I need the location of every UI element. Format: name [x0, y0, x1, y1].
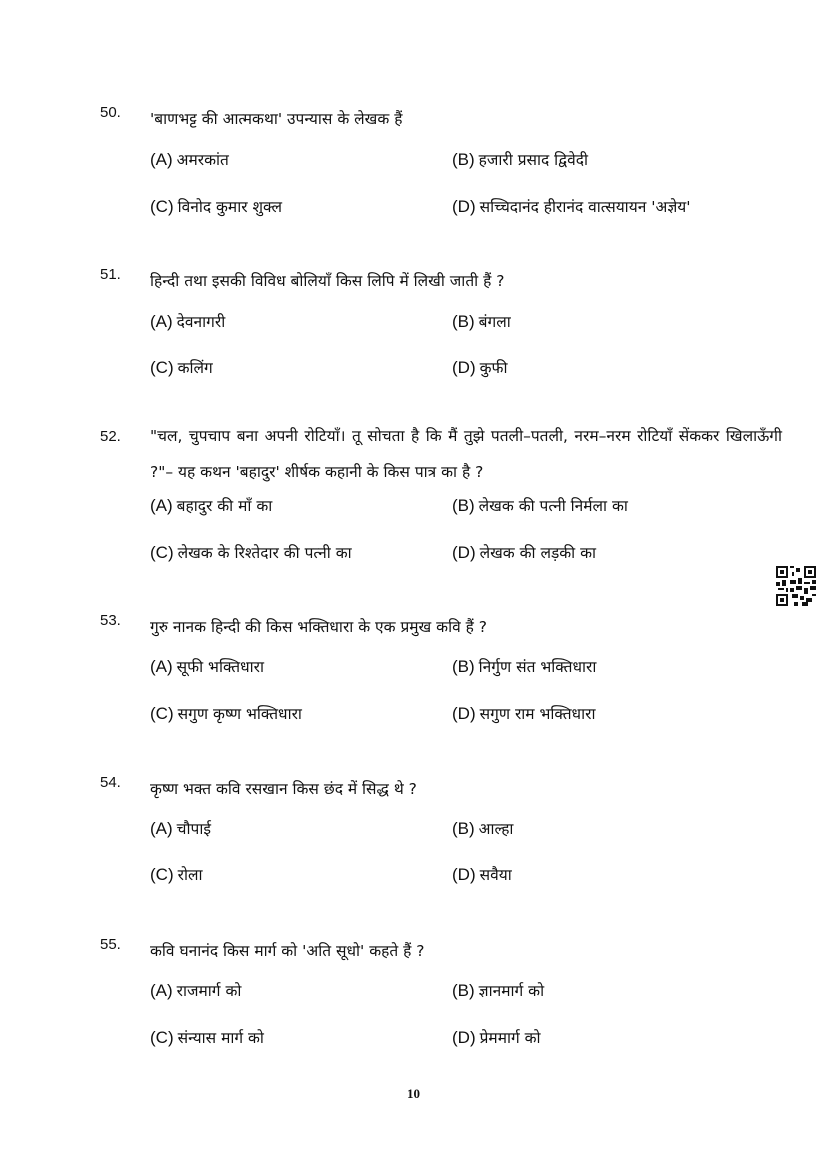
page-number: 10: [407, 1086, 420, 1101]
option-text: सूफी भक्तिधारा: [176, 658, 264, 676]
option-50-b: [452, 148, 588, 170]
option-label: (C): [150, 704, 174, 723]
option-54-a: [150, 817, 211, 839]
option-51-c: [150, 356, 213, 378]
option-label: (C): [150, 865, 174, 884]
option-text: ज्ञानमार्ग को: [478, 982, 545, 1000]
option-label: (C): [150, 1028, 174, 1047]
question-text: कृष्ण भक्त कवि रसखान किस छंद में सिद्ध थे ?: [150, 780, 417, 798]
option-text: राजमार्ग को: [176, 982, 242, 1000]
option-53-c: [150, 702, 302, 724]
option-text: कुफी: [479, 359, 508, 377]
option-text: आल्हा: [478, 820, 514, 838]
option-52-c: [150, 541, 352, 563]
question-number: 53.: [100, 612, 121, 629]
option-label: (D): [452, 358, 476, 377]
option-text: सगुण कृष्ण भक्तिधारा: [177, 705, 302, 723]
option-52-b: [452, 494, 628, 516]
option-51-d: [452, 356, 507, 378]
option-label: (B): [452, 981, 475, 1000]
option-51-a: [150, 310, 225, 332]
option-label: (D): [452, 704, 476, 723]
option-label: (A): [150, 819, 173, 838]
question-number: 55.: [100, 936, 121, 953]
option-55-a: [150, 979, 241, 1001]
option-54-d: [452, 863, 512, 885]
option-text: सवैया: [479, 866, 512, 884]
option-text: विनोद कुमार शुक्ल: [177, 198, 282, 216]
option-53-b: [452, 655, 596, 677]
option-label: (D): [452, 197, 476, 216]
option-51-b: [452, 310, 511, 332]
question-text: "चल, चुपचाप बना अपनी रोटियाँ। तू सोचता है कि मैं तुझे पतली–पतली, नरम–नरम रोटियाँ सेंककर खिलाऊँगी ?"– यह कथन 'बहादुर' शीर्षक कहानी के किस पात्र का है ?: [150, 427, 782, 481]
option-label: (C): [150, 543, 174, 562]
option-label: (A): [150, 981, 173, 1000]
question-number: 52.: [100, 428, 121, 445]
option-text: कलिंग: [177, 359, 213, 377]
option-55-b: [452, 979, 544, 1001]
qr-code-image: [776, 566, 816, 606]
option-label: (B): [452, 657, 475, 676]
option-text: देवनागरी: [176, 313, 226, 331]
option-50-c: [150, 195, 282, 217]
option-text: सच्चिदानंद हीरानंद वात्सयायन 'अज्ञेय': [479, 198, 691, 216]
question-number: 54.: [100, 774, 121, 791]
option-label: (D): [452, 865, 476, 884]
option-label: (B): [452, 496, 475, 515]
option-54-c: [150, 863, 203, 885]
option-label: (A): [150, 312, 173, 331]
option-label: (A): [150, 496, 173, 515]
option-text: चौपाई: [176, 820, 211, 838]
question-number: 51.: [100, 266, 121, 283]
option-text: लेखक की लड़की का: [479, 544, 597, 562]
option-label: (B): [452, 819, 475, 838]
option-52-a: [150, 494, 272, 516]
question-text: गुरु नानक हिन्दी की किस भक्तिधारा के एक प्रमुख कवि हैं ?: [150, 618, 488, 636]
option-label: (A): [150, 150, 173, 169]
option-text: बहादुर की माँ का: [176, 497, 273, 515]
question-text: हिन्दी तथा इसकी विविध बोलियाँ किस लिपि में लिखी जाती हैं ?: [150, 272, 505, 290]
option-label: (D): [452, 1028, 476, 1047]
option-label: (B): [452, 150, 475, 169]
option-label: (A): [150, 657, 173, 676]
option-text: निर्गुण संत भक्तिधारा: [478, 658, 597, 676]
option-text: प्रेममार्ग को: [479, 1029, 541, 1047]
option-55-c: [150, 1026, 264, 1048]
question-text: कवि घनानंद किस मार्ग को 'अति सूधो' कहते हैं ?: [150, 942, 425, 960]
option-label: (D): [452, 543, 476, 562]
option-label: (B): [452, 312, 475, 331]
option-label: (C): [150, 358, 174, 377]
option-52-d: [452, 541, 596, 563]
option-text: अमरकांत: [176, 151, 229, 169]
question-number: 50.: [100, 104, 121, 121]
option-53-d: [452, 702, 595, 724]
option-text: लेखक की पत्नी निर्मला का: [478, 497, 628, 515]
question-text: 'बाणभट्ट की आत्मकथा' उपन्यास के लेखक हैं: [150, 110, 403, 128]
option-text: हजारी प्रसाद द्विवेदी: [478, 151, 588, 169]
option-label: (C): [150, 197, 174, 216]
option-text: रोला: [177, 866, 203, 884]
option-text: बंगला: [478, 313, 511, 331]
option-53-a: [150, 655, 264, 677]
option-text: लेखक के रिश्तेदार की पत्नी का: [177, 544, 352, 562]
option-text: सगुण राम भक्तिधारा: [479, 705, 596, 723]
option-50-d: [452, 195, 691, 217]
option-54-b: [452, 817, 513, 839]
option-55-d: [452, 1026, 541, 1048]
option-50-a: [150, 148, 229, 170]
option-text: संन्यास मार्ग को: [177, 1029, 264, 1047]
